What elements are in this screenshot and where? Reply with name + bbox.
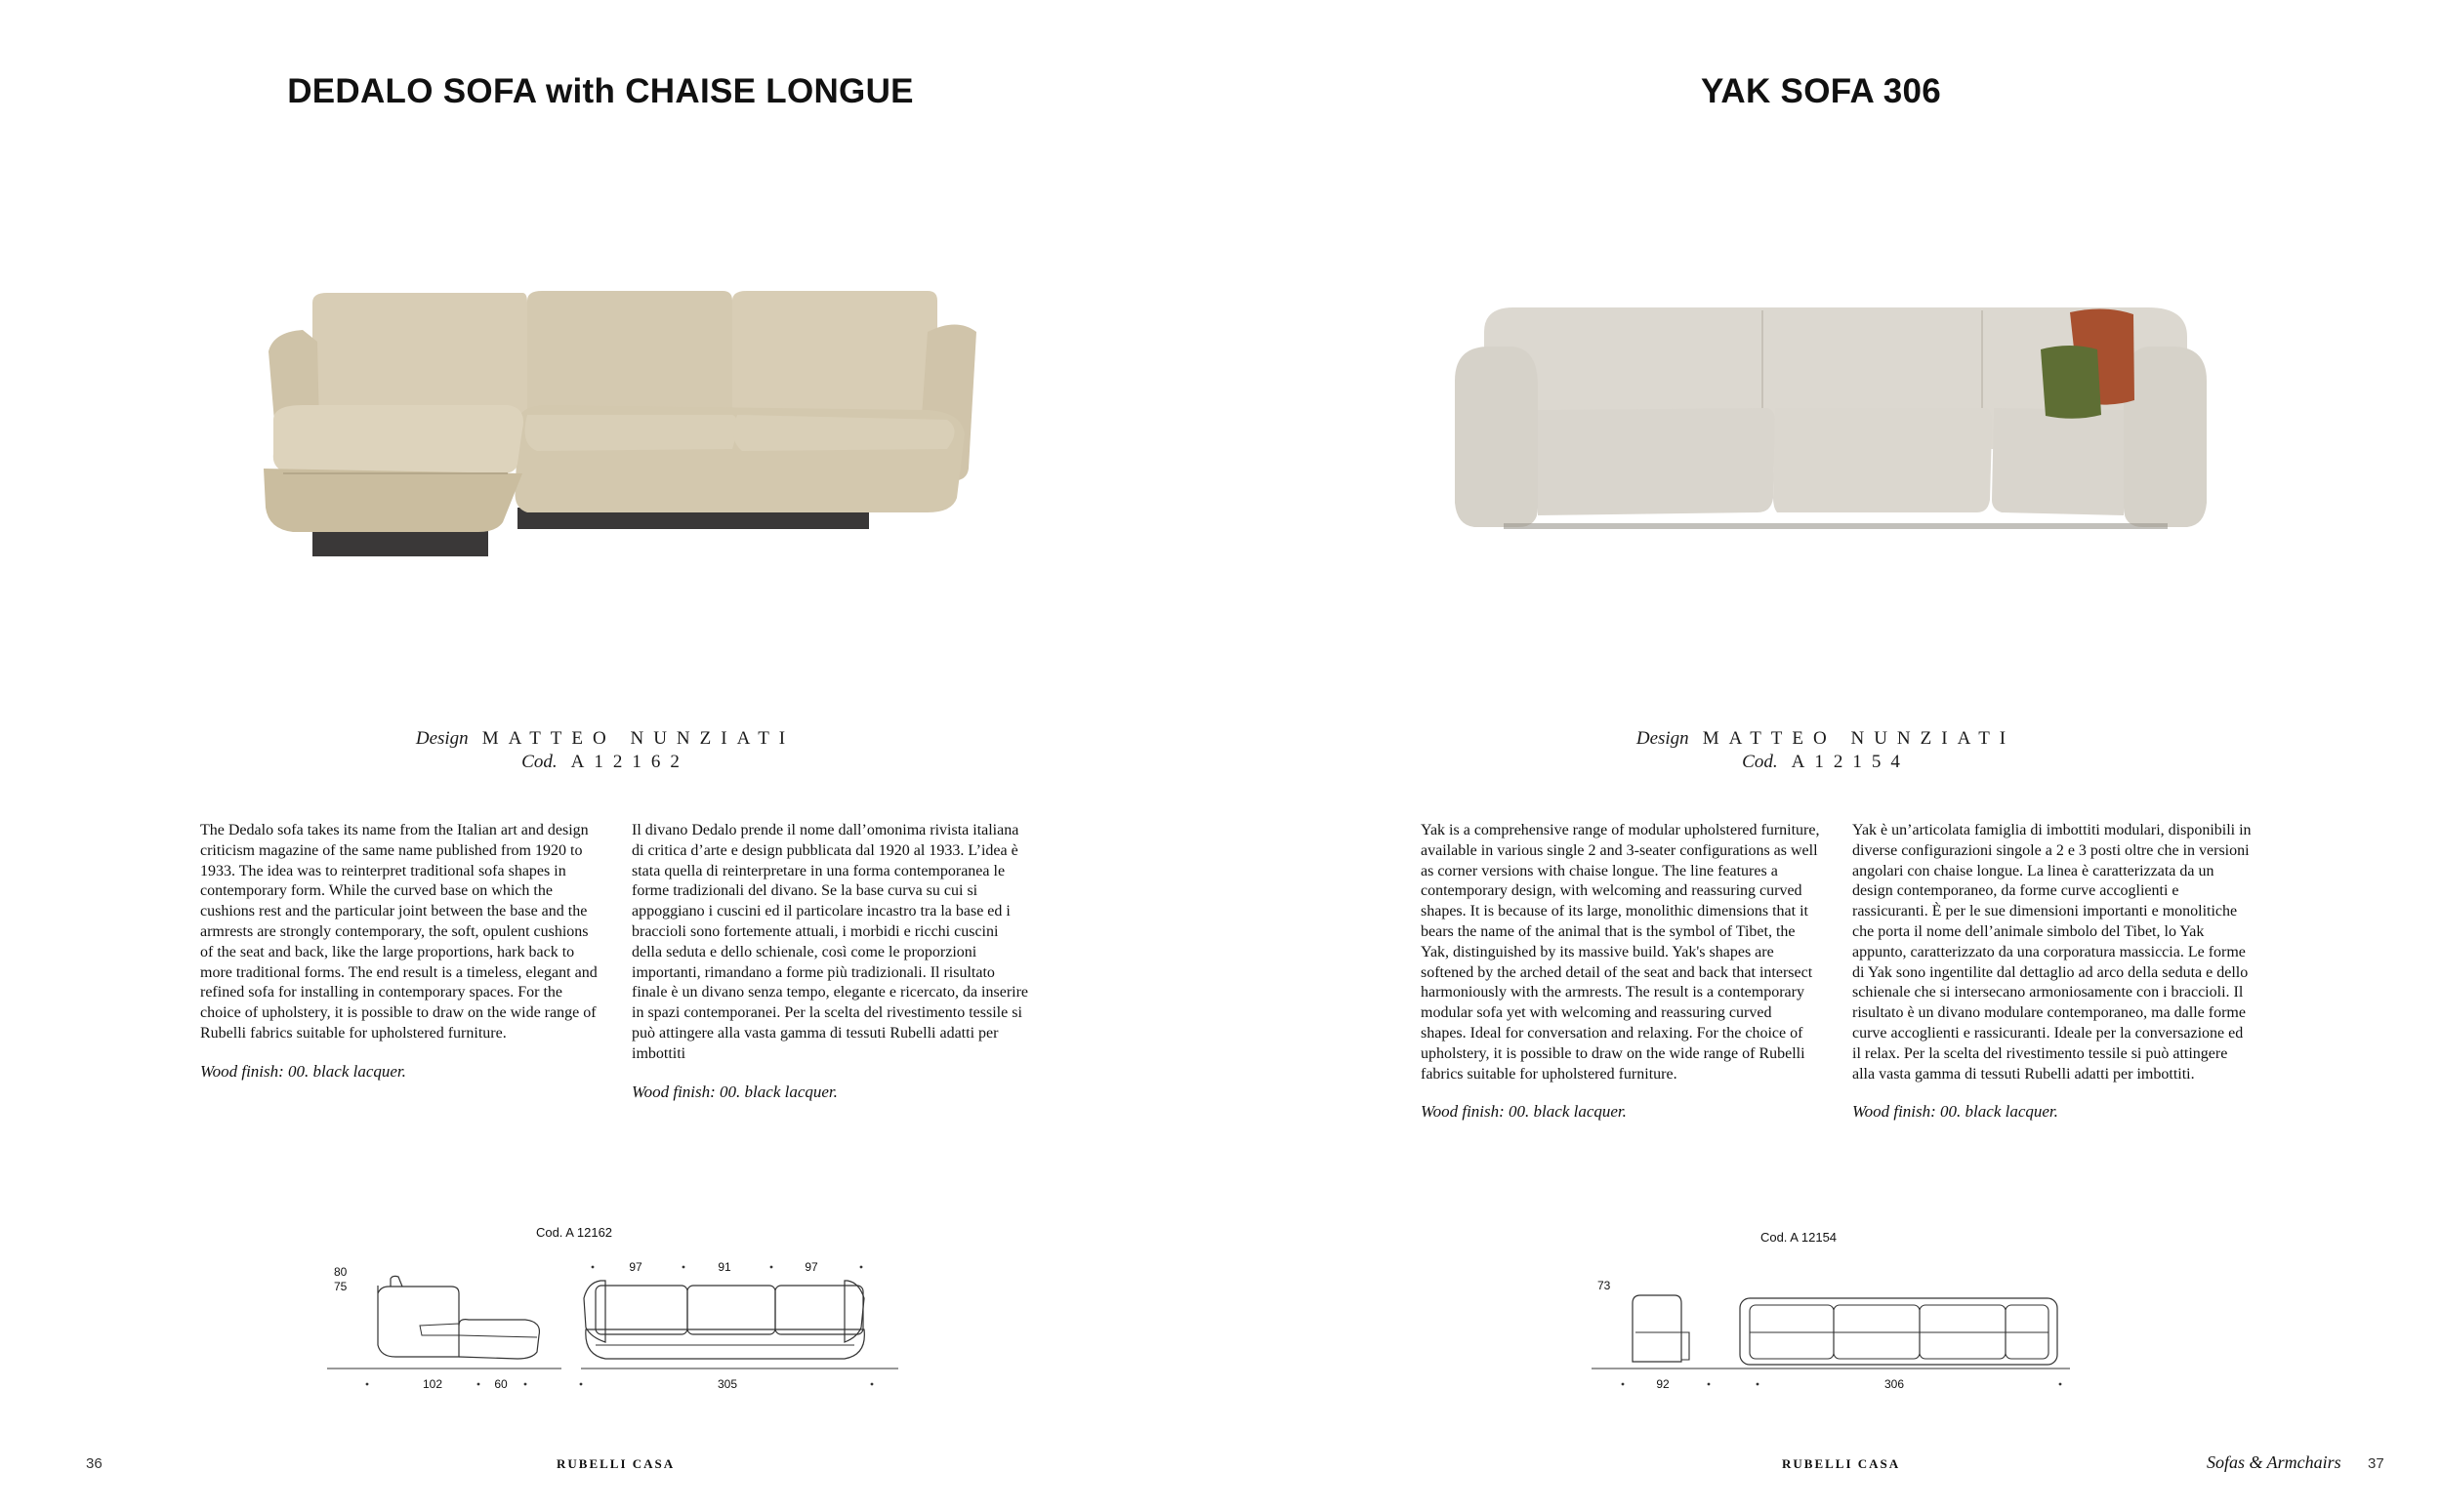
yak-credit [1513, 727, 2138, 774]
yak-sofa-image [1445, 293, 2216, 547]
width-label-2: 91 [718, 1260, 731, 1274]
drawing-code: Cod. A 12162 [535, 1225, 613, 1240]
dedalo-text-en [200, 821, 600, 1083]
width-total-label: 305 [717, 1377, 738, 1391]
finish-en: Wood finish: 00. black lacquer. [1421, 1102, 1627, 1122]
section-title: Sofas & Armchairs [2207, 1452, 2341, 1472]
right-page [1220, 0, 2441, 1512]
height-label-1: 73 [1597, 1279, 1611, 1292]
yak-technical-drawing [1582, 1225, 2089, 1401]
cod-label: Cod. [521, 752, 558, 772]
dedalo-title: DEDALO SOFA with CHAISE LONGUE [287, 72, 914, 110]
depth-label-1: 102 [422, 1377, 443, 1391]
design-label: Design [1635, 728, 1689, 749]
width-label-1: 97 [629, 1260, 642, 1274]
yak-text-it [1852, 821, 2253, 1123]
description-it: Yak è un’articolata famiglia di imbottiti modulari, disponibili in diverse configurazioni singole a 2 e 3 posti oltre che in versioni angolari con chaise longue. La linea è caratterizzata da un design contemporaneo, da forme curve accoglienti e rassicuranti. È per le sue dimensioni importanti e monolitiche che porta il nome dell’animale simbolo del Tibet, lo Yak appunto, caratterizzato da una corporatura massiccia. Le forme di Yak sono ingentilite dal dettaglio ad arco della seduta e dello schienale che si intersecano armoniosamente con i braccioli. Il risultato è un divano modulare contemporaneo, ma dalle forme curve accoglienti e rassicuranti. Ideale per la conversazione ed il relax. Per la scelta del rivestimento tessile si può attingere alla vasta gamma di tessuti Rubelli adatti per imbottiti. [1852, 822, 2252, 1083]
dedalo-credit [293, 727, 918, 774]
finish-it: Wood finish: 00. black lacquer. [1852, 1102, 2058, 1122]
height-label-2: 75 [334, 1280, 348, 1293]
dedalo-technical-drawing [312, 1220, 918, 1396]
designer-name: MATTEO NUNZIATI [481, 728, 796, 749]
description-en: The Dedalo sofa takes its name from the Italian art and design criticism magazine of the same name published from 1920 to 1933. The idea was to reinterpret traditional sofa shapes in contemporary form. While the curved base on which the cushions rest and the particular joint between the base and the armrests are strongly contemporary, the soft, opulent cushions of the seat and back, like the large proportions, hark back to more traditional forms. The end result is a timeless, elegant and refined sofa for installing in contemporary spaces. For the choice of upholstery, it is possible to draw on the wide range of Rubelli fabrics suitable for upholstered furniture. [200, 822, 598, 1042]
product-code: A12154 [1791, 752, 1910, 772]
depth-label-2: 60 [494, 1377, 508, 1391]
yak-title: YAK SOFA 306 [1700, 72, 1942, 110]
description-it: Il divano Dedalo prende il nome dall’omonima rivista italiana di critica d’arte e design pubblicata dal 1920 al 1933. L’idea è stata quella di reinterpretare in una forma contemporanea le forme tradizionali del divano. Se la base curva su cui si appoggiano i cuscini ed il particolare incastro tra la base ed i braccioli sono fortemente attuali, i morbidi e ricchi cuscini della seduta e dello schienale, così come le proporzioni importanti, rimandano a forme più tradizionali. Il risultato finale è un divano senza tempo, elegante e ricercato, da inserire in spazi contemporanei. Per la scelta del rivestimento tessile si può attingere alla vasta gamma di tessuti Rubelli adatti per imbottiti [632, 822, 1029, 1062]
finish-en: Wood finish: 00. black lacquer. [200, 1061, 406, 1081]
height-label-1: 80 [334, 1265, 348, 1279]
depth-label-1: 92 [1656, 1377, 1670, 1391]
dedalo-sofa-image [244, 273, 1006, 586]
dedalo-text-it [632, 821, 1032, 1102]
cod-label: Cod. [1742, 752, 1778, 772]
description-en: Yak is a comprehensive range of modular upholstered furniture, available in various single 2 and 3-seater configurations as well as corner versions with chaise longue. The line features a contemporary design, with welcoming and reassuring curved shapes. It is because of its large, monolithic dimensions that it bears the name of the animal that is the symbol of Tibet, the Yak, distinguished by its massive build. Yak's shapes are softened by the arched detail of the seat and back that intersect harmoniously with the armrests. The result is a contemporary modular sofa yet with welcoming and reassuring curved shapes. Ideal for conversation and relaxing. For the choice of upholstery, it is possible to draw on the wide range of Rubelli fabrics suitable for upholstered furniture. [1421, 822, 1820, 1083]
page-number-right: 37 [2368, 1455, 2384, 1472]
left-page [0, 0, 1220, 1512]
brand-left: RUBELLI CASA [557, 1456, 676, 1471]
width-total-label: 306 [1883, 1377, 1905, 1391]
design-label: Design [415, 728, 469, 749]
drawing-code: Cod. A 12154 [1759, 1230, 1838, 1245]
finish-it: Wood finish: 00. black lacquer. [632, 1082, 838, 1101]
product-code: A12162 [570, 752, 689, 772]
width-label-3: 97 [805, 1260, 818, 1274]
yak-text-en [1421, 821, 1821, 1123]
page-number-left: 36 [86, 1455, 103, 1472]
designer-name: MATTEO NUNZIATI [1702, 728, 2016, 749]
brand-right: RUBELLI CASA [1782, 1456, 1901, 1471]
